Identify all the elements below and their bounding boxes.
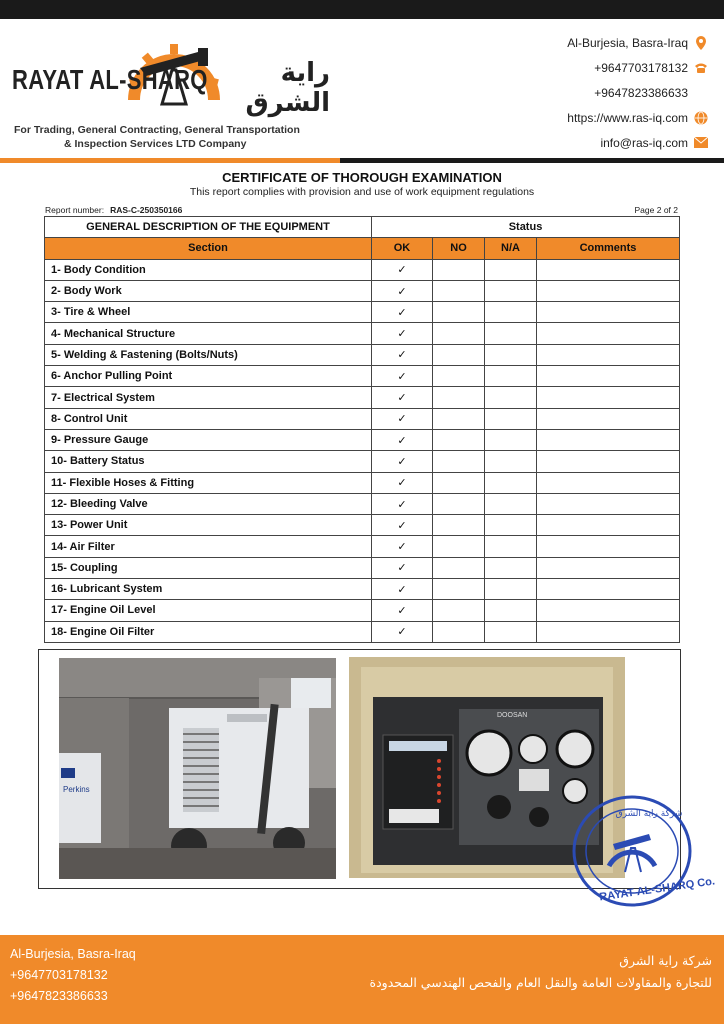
section-cell: 5- Welding & Fastening (Bolts/Nuts) (45, 344, 372, 365)
company-stamp (569, 792, 716, 910)
status-cell-ok: ✓ (372, 451, 433, 472)
column-header-comments: Comments (537, 238, 680, 259)
section-cell: 14- Air Filter (45, 536, 372, 557)
status-cell-ok: ✓ (372, 366, 433, 387)
column-header-section: Section (45, 238, 372, 259)
status-cell-na (485, 579, 537, 600)
status-cell-ok: ✓ (372, 600, 433, 621)
header-divider-orange (0, 158, 340, 163)
status-cell-na (485, 451, 537, 472)
section-cell: 12- Bleeding Valve (45, 493, 372, 514)
status-cell-ok: ✓ (372, 557, 433, 578)
contact-phone-1[interactable]: +9647703178132 (488, 55, 708, 80)
company-tagline-1: For Trading, General Contracting, General Transportation (14, 124, 300, 136)
stamp-text: RAYAT AL-SHARQ Co. (598, 875, 716, 904)
company-logo (10, 24, 330, 152)
contact-block (488, 30, 708, 155)
status-cell-no (433, 259, 485, 280)
status-cell-no (433, 600, 485, 621)
table-row (45, 302, 680, 323)
section-cell: 6- Anchor Pulling Point (45, 366, 372, 387)
footer-company-arabic: شركة راية الشرق (619, 953, 712, 968)
table-row (45, 366, 680, 387)
status-cell-na (485, 536, 537, 557)
section-cell: 13- Power Unit (45, 515, 372, 536)
status-cell-no (433, 472, 485, 493)
comments-cell (537, 387, 680, 408)
status-cell-no (433, 451, 485, 472)
table-row (45, 451, 680, 472)
comments-cell (537, 579, 680, 600)
contact-email[interactable]: info@ras-iq.com (488, 130, 708, 155)
status-cell-na (485, 472, 537, 493)
comments-cell (537, 259, 680, 280)
comments-cell (537, 515, 680, 536)
status-cell-na (485, 302, 537, 323)
section-cell: 3- Tire & Wheel (45, 302, 372, 323)
company-tagline-2: & Inspection Services LTD Company (64, 138, 247, 150)
compressor-photo (59, 658, 336, 879)
status-cell-ok: ✓ (372, 344, 433, 365)
perkins-label: Perkins (63, 785, 90, 794)
status-cell-na (485, 323, 537, 344)
status-cell-no (433, 366, 485, 387)
status-cell-no (433, 302, 485, 323)
table-row (45, 493, 680, 514)
comments-cell (537, 408, 680, 429)
table-row (45, 557, 680, 578)
header-divider-dark (340, 158, 724, 163)
status-cell-ok: ✓ (372, 259, 433, 280)
status-cell-no (433, 429, 485, 450)
table-row (45, 280, 680, 301)
status-cell-no (433, 323, 485, 344)
status-cell-ok: ✓ (372, 621, 433, 642)
status-cell-ok: ✓ (372, 323, 433, 344)
table-row (45, 259, 680, 280)
status-cell-na (485, 344, 537, 365)
inspection-table (44, 216, 680, 643)
footer-phone-1[interactable]: +9647703178132 (10, 968, 108, 982)
table-row (45, 621, 680, 642)
comments-cell (537, 280, 680, 301)
status-cell-na (485, 600, 537, 621)
section-cell: 11- Flexible Hoses & Fitting (45, 472, 372, 493)
table-row (45, 536, 680, 557)
status-cell-no (433, 515, 485, 536)
status-cell-no (433, 387, 485, 408)
footer-phone-2[interactable]: +9647823386633 (10, 989, 108, 1003)
status-cell-na (485, 408, 537, 429)
status-cell-na (485, 429, 537, 450)
contact-website[interactable]: https://www.ras-iq.com (488, 105, 708, 130)
status-cell-na (485, 280, 537, 301)
section-cell: 9- Pressure Gauge (45, 429, 372, 450)
comments-cell (537, 536, 680, 557)
doosan-label: DOOSAN (497, 712, 528, 719)
status-cell-ok: ✓ (372, 429, 433, 450)
status-cell-na (485, 621, 537, 642)
footer-address: Al-Burjesia, Basra-Iraq (10, 947, 136, 961)
column-header-na: N/A (485, 238, 537, 259)
comments-cell (537, 600, 680, 621)
section-cell: 1- Body Condition (45, 259, 372, 280)
envelope-icon (694, 136, 708, 150)
status-header: Status (372, 217, 680, 238)
status-cell-ok: ✓ (372, 408, 433, 429)
comments-cell (537, 344, 680, 365)
table-row (45, 387, 680, 408)
comments-cell (537, 429, 680, 450)
footer-arabic (370, 953, 712, 997)
table-row (45, 472, 680, 493)
status-cell-ok: ✓ (372, 515, 433, 536)
table-row (45, 344, 680, 365)
section-cell: 2- Body Work (45, 280, 372, 301)
status-cell-no (433, 408, 485, 429)
stamp-arabic-text: شركة راية الشرق (615, 809, 683, 819)
section-cell: 7- Electrical System (45, 387, 372, 408)
phone-icon (694, 61, 708, 75)
table-row (45, 408, 680, 429)
comments-cell (537, 323, 680, 344)
comments-cell (537, 493, 680, 514)
footer-description-arabic: للتجارة والمقاولات العامة والنقل العام والفحص الهندسي المحدودة (369, 975, 712, 990)
column-header-ok: OK (372, 238, 433, 259)
section-cell: 8- Control Unit (45, 408, 372, 429)
status-cell-ok: ✓ (372, 472, 433, 493)
table-row (45, 323, 680, 344)
section-cell: 10- Battery Status (45, 451, 372, 472)
status-cell-na (485, 493, 537, 514)
status-cell-ok: ✓ (372, 493, 433, 514)
contact-address: Al-Burjesia, Basra-Iraq (488, 30, 708, 55)
column-header-no: NO (433, 238, 485, 259)
status-cell-na (485, 557, 537, 578)
section-cell: 15- Coupling (45, 557, 372, 578)
table-row (45, 515, 680, 536)
section-cell: 18- Engine Oil Filter (45, 621, 372, 642)
status-cell-no (433, 557, 485, 578)
certificate-subtitle: This report complies with provision and use of work equipment regulations (189, 186, 535, 198)
section-cell: 4- Mechanical Structure (45, 323, 372, 344)
status-cell-ok: ✓ (372, 280, 433, 301)
comments-cell (537, 302, 680, 323)
status-cell-na (485, 366, 537, 387)
comments-cell (537, 621, 680, 642)
status-cell-no (433, 579, 485, 600)
table-row (45, 429, 680, 450)
section-cell: 16- Lubricant System (45, 579, 372, 600)
globe-icon (694, 111, 708, 125)
comments-cell (537, 451, 680, 472)
location-pin-icon (694, 36, 708, 50)
status-cell-na (485, 387, 537, 408)
status-cell-no (433, 536, 485, 557)
status-cell-no (433, 493, 485, 514)
logo-english-name: RAYAT AL-SHARQ (12, 64, 208, 96)
table-row (45, 579, 680, 600)
section-cell: 17- Engine Oil Level (45, 600, 372, 621)
status-cell-ok: ✓ (372, 387, 433, 408)
status-cell-no (433, 344, 485, 365)
status-cell-na (485, 259, 537, 280)
status-cell-ok: ✓ (372, 536, 433, 557)
certificate-title: CERTIFICATE OF THOROUGH EXAMINATION (222, 170, 502, 185)
comments-cell (537, 472, 680, 493)
top-bar (0, 0, 724, 19)
comments-cell (537, 366, 680, 387)
logo-arabic-name: راية الشرق (245, 58, 330, 118)
status-cell-no (433, 621, 485, 642)
page-number: Page 2 of 2 (634, 205, 678, 215)
report-number: Report number: RAS-C-250350166 (45, 205, 183, 215)
comments-cell (537, 557, 680, 578)
status-cell-ok: ✓ (372, 579, 433, 600)
contact-phone-2[interactable]: +9647823386633 (594, 85, 688, 100)
footer (0, 935, 724, 1024)
equipment-description-header: GENERAL DESCRIPTION OF THE EQUIPMENT (45, 217, 372, 238)
status-cell-ok: ✓ (372, 302, 433, 323)
status-cell-no (433, 280, 485, 301)
status-cell-na (485, 515, 537, 536)
footer-contact (10, 947, 136, 1010)
table-row (45, 600, 680, 621)
